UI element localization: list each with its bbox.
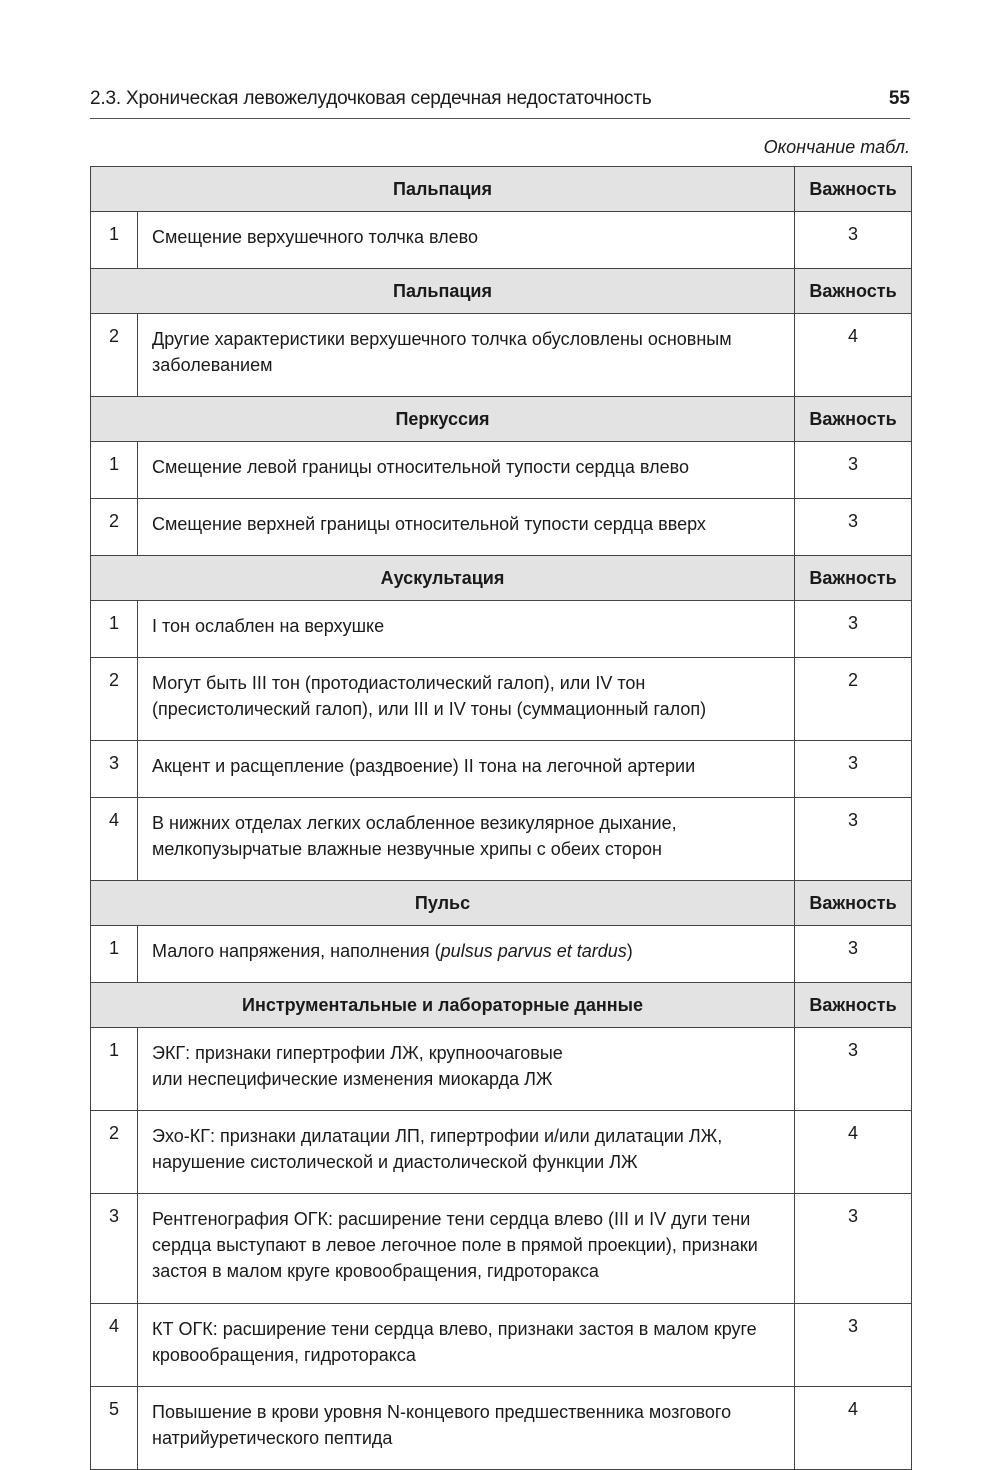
row-importance: 4 bbox=[795, 314, 912, 397]
row-number: 2 bbox=[91, 1111, 138, 1194]
row-text: Могут быть III тон (протодиастолический галоп), или IV тон (пресистолический галоп), или III и IV тоны (суммационный галоп) bbox=[138, 658, 795, 741]
importance-header: Важность bbox=[795, 556, 912, 601]
importance-header: Важность bbox=[795, 167, 912, 212]
row-importance: 3 bbox=[795, 741, 912, 798]
section-header-row bbox=[91, 397, 912, 442]
row-text: Смещение левой границы относительной тупости сердца влево bbox=[138, 442, 795, 499]
table-row bbox=[91, 601, 912, 658]
table-row bbox=[91, 212, 912, 269]
section-title: Пальпация bbox=[91, 167, 795, 212]
row-number: 1 bbox=[91, 926, 138, 983]
row-text-latin: pulsus parvus et tardus bbox=[440, 941, 627, 961]
table-row bbox=[91, 741, 912, 798]
row-importance: 3 bbox=[795, 926, 912, 983]
section-title: Аускультация bbox=[91, 556, 795, 601]
row-importance: 3 bbox=[795, 1194, 912, 1304]
section-title: Пульс bbox=[91, 881, 795, 926]
row-importance: 3 bbox=[795, 442, 912, 499]
row-number: 1 bbox=[91, 442, 138, 499]
row-importance: 4 bbox=[795, 1111, 912, 1194]
row-text: Повышение в крови уровня N-концевого предшественника мозгового натрийуретического пептида bbox=[138, 1387, 795, 1470]
table-row bbox=[91, 1028, 912, 1111]
row-number: 2 bbox=[91, 658, 138, 741]
row-text: КТ ОГК: расширение тени сердца влево, признаки застоя в малом круге кровообращения, гидроторакса bbox=[138, 1304, 795, 1387]
table-row bbox=[91, 1194, 912, 1304]
table-row bbox=[91, 1304, 912, 1387]
row-importance: 2 bbox=[795, 658, 912, 741]
importance-header: Важность bbox=[795, 881, 912, 926]
row-text-line: или неспецифические изменения миокарда ЛЖ bbox=[152, 1069, 553, 1089]
row-importance: 3 bbox=[795, 212, 912, 269]
section-title: Пальпация bbox=[91, 269, 795, 314]
row-number: 1 bbox=[91, 1028, 138, 1111]
row-text-before: Малого напряжения, наполнения ( bbox=[152, 941, 441, 961]
row-text: Смещение верхушечного толчка влево bbox=[138, 212, 795, 269]
section-title: Инструментальные и лабораторные данные bbox=[91, 983, 795, 1028]
row-number: 2 bbox=[91, 314, 138, 397]
table-row bbox=[91, 1387, 912, 1470]
row-number: 1 bbox=[91, 212, 138, 269]
row-text: Эхо-КГ: признаки дилатации ЛП, гипертрофии и/или дилатации ЛЖ, нарушение систолической и диастолической функции ЛЖ bbox=[138, 1111, 795, 1194]
row-number: 2 bbox=[91, 499, 138, 556]
section-header-row bbox=[91, 269, 912, 314]
section-header-row bbox=[91, 881, 912, 926]
row-number: 4 bbox=[91, 798, 138, 881]
section-header-row bbox=[91, 556, 912, 601]
row-text bbox=[138, 926, 795, 983]
row-text: Другие характеристики верхушечного толчка обусловлены основным заболеванием bbox=[138, 314, 795, 397]
row-number: 5 bbox=[91, 1387, 138, 1470]
row-importance: 3 bbox=[795, 1028, 912, 1111]
importance-header: Важность bbox=[795, 983, 912, 1028]
row-text-after: ) bbox=[626, 941, 633, 961]
row-importance: 4 bbox=[795, 1387, 912, 1470]
row-importance: 3 bbox=[795, 798, 912, 881]
page-number: 55 bbox=[888, 88, 910, 109]
table-row bbox=[91, 658, 912, 741]
row-text: I тон ослаблен на верхушке bbox=[138, 601, 795, 658]
importance-header: Важность bbox=[795, 397, 912, 442]
row-number: 1 bbox=[91, 601, 138, 658]
row-importance: 3 bbox=[795, 1304, 912, 1387]
table-continuation-caption: Окончание табл. bbox=[763, 137, 910, 157]
importance-header: Важность bbox=[795, 269, 912, 314]
symptoms-table bbox=[90, 166, 912, 1470]
table-row bbox=[91, 926, 912, 983]
row-text: Рентгенография ОГК: расширение тени сердца влево (III и IV дуги тени сердца выступают в левое легочное поле в прямой проекции), признаки застоя в малом круге кровообращения, гидроторакса bbox=[138, 1194, 795, 1304]
row-number: 4 bbox=[91, 1304, 138, 1387]
table-row bbox=[91, 1111, 912, 1194]
row-importance: 3 bbox=[795, 499, 912, 556]
table-row bbox=[91, 798, 912, 881]
row-text: Смещение верхней границы относительной тупости сердца вверх bbox=[138, 499, 795, 556]
row-text: В нижних отделах легких ослабленное везикулярное дыхание, мелкопузырчатые влажные незвучные хрипы с обеих сторон bbox=[138, 798, 795, 881]
row-importance: 3 bbox=[795, 601, 912, 658]
section-header-row bbox=[91, 167, 912, 212]
row-text-line: ЭКГ: признаки гипертрофии ЛЖ, крупноочаговые bbox=[152, 1043, 563, 1063]
section-title: Перкуссия bbox=[91, 397, 795, 442]
row-text bbox=[138, 1028, 795, 1111]
chapter-title: 2.3. Хроническая левожелудочковая сердечная недостаточность bbox=[90, 88, 652, 109]
section-header-row bbox=[91, 983, 912, 1028]
running-header bbox=[90, 86, 910, 119]
row-text: Акцент и расщепление (раздвоение) II тона на легочной артерии bbox=[138, 741, 795, 798]
table-row bbox=[91, 442, 912, 499]
table-row bbox=[91, 314, 912, 397]
row-number: 3 bbox=[91, 1194, 138, 1304]
table-row bbox=[91, 499, 912, 556]
row-number: 3 bbox=[91, 741, 138, 798]
